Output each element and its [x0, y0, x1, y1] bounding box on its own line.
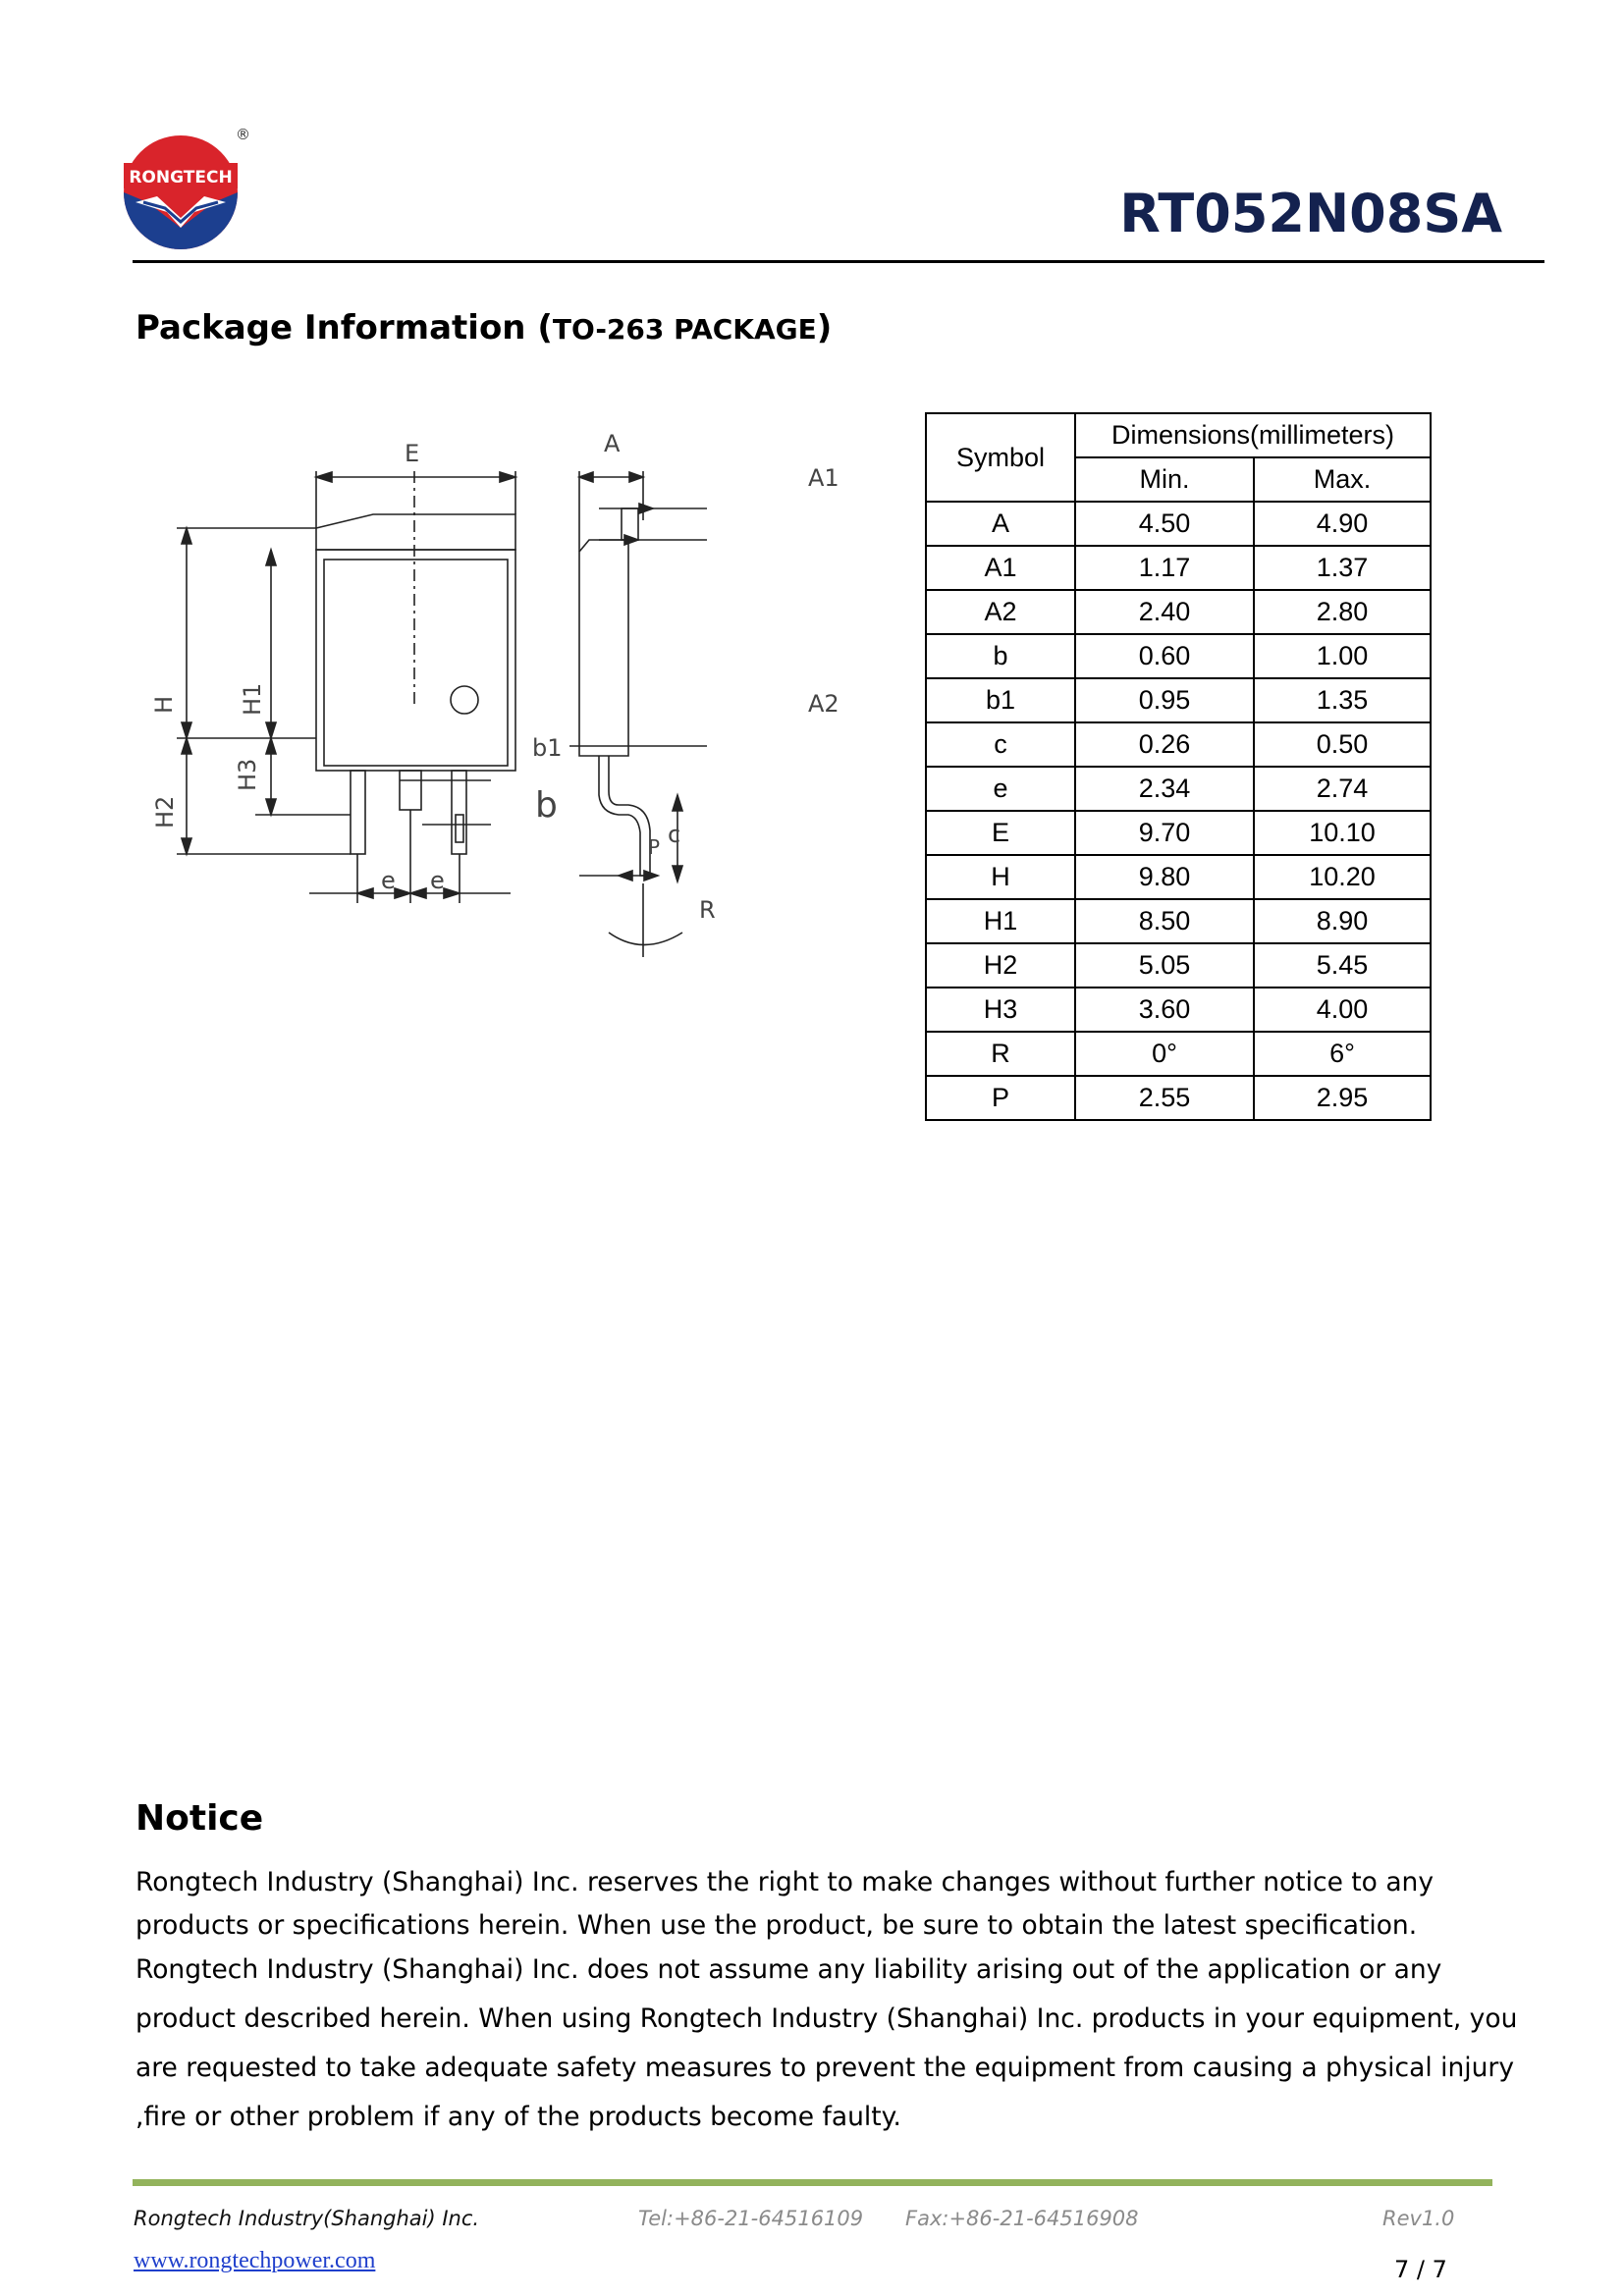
cell-symbol: H1 [926, 899, 1075, 943]
notice-body [135, 1861, 1549, 2142]
cell-min: 3.60 [1075, 988, 1254, 1032]
min-header: Min. [1075, 457, 1254, 502]
cell-min: 2.34 [1075, 767, 1254, 811]
table-row [926, 988, 1431, 1032]
cell-max: 4.90 [1254, 502, 1431, 546]
cell-symbol: E [926, 811, 1075, 855]
cell-max: 2.74 [1254, 767, 1431, 811]
footer-company: Rongtech Industry(Shanghai) Inc. [134, 2207, 480, 2230]
label-e1: e [381, 867, 396, 894]
part-number-title: RT052N08SA [1119, 183, 1502, 244]
footer-website-link[interactable]: www.rongtechpower.com [134, 2248, 376, 2273]
table-row [926, 811, 1431, 855]
cell-max: 4.00 [1254, 988, 1431, 1032]
cell-symbol: b1 [926, 678, 1075, 722]
notice-title: Notice [135, 1798, 264, 1839]
cell-max: 0.50 [1254, 722, 1431, 767]
dimensions-header: Dimensions(millimeters) [1075, 413, 1431, 457]
symbol-header: Symbol [926, 413, 1075, 502]
notice-paragraph-2: Rongtech Industry (Shanghai) Inc. does not assume any liability arising out of the application or any product described herein. When using Rongtech Industry (Shanghai) Inc. products in your equipment, you are requested to take adequate safety measures to prevent the equipment from causing a physical injury ,fire or other problem if any of the products become faulty. [135, 1954, 1518, 2132]
cell-symbol: R [926, 1032, 1075, 1076]
front-view [177, 471, 515, 903]
cell-max: 2.80 [1254, 590, 1431, 634]
cell-max: 6° [1254, 1032, 1431, 1076]
page-number: 7 / 7 [1394, 2256, 1447, 2283]
cell-min: 5.05 [1075, 943, 1254, 988]
label-H1: H1 [239, 682, 266, 716]
footer-tel: Tel:+86-21-64516109 [638, 2207, 864, 2230]
header-rule [133, 260, 1544, 263]
registered-mark: ® [236, 126, 250, 143]
cell-min: 0° [1075, 1032, 1254, 1076]
table-row [926, 546, 1431, 590]
dimensions-table [925, 412, 1432, 1121]
cell-symbol: A1 [926, 546, 1075, 590]
table-row [926, 678, 1431, 722]
rongtech-logo [122, 124, 250, 251]
cell-max: 8.90 [1254, 899, 1431, 943]
cell-min: 2.40 [1075, 590, 1254, 634]
table-row [926, 634, 1431, 678]
cell-min: 0.60 [1075, 634, 1254, 678]
cell-max: 2.95 [1254, 1076, 1431, 1120]
label-A: A [604, 430, 621, 457]
cell-min: 0.26 [1075, 722, 1254, 767]
cell-symbol: H2 [926, 943, 1075, 988]
table-row [926, 722, 1431, 767]
cell-symbol: b [926, 634, 1075, 678]
label-c: c [668, 821, 681, 848]
label-b1: b1 [532, 734, 563, 762]
cell-symbol: H3 [926, 988, 1075, 1032]
label-H: H [150, 695, 178, 714]
cell-max: 1.00 [1254, 634, 1431, 678]
cell-max: 5.45 [1254, 943, 1431, 988]
label-P: P [648, 835, 661, 859]
label-A2: A2 [808, 690, 839, 718]
cell-min: 8.50 [1075, 899, 1254, 943]
section-subtitle: TO-263 PACKAGE [552, 313, 817, 346]
cell-symbol: A2 [926, 590, 1075, 634]
cell-min: 9.70 [1075, 811, 1254, 855]
cell-max: 1.37 [1254, 546, 1431, 590]
label-A1: A1 [808, 464, 839, 492]
label-e2: e [430, 867, 445, 894]
cell-max: 1.35 [1254, 678, 1431, 722]
cell-min: 0.95 [1075, 678, 1254, 722]
cell-max: 10.10 [1254, 811, 1431, 855]
table-row [926, 899, 1431, 943]
section-title-text: Package Information ( [135, 308, 553, 347]
footer-revision: Rev1.0 [1382, 2207, 1455, 2230]
cell-symbol: c [926, 722, 1075, 767]
table-row [926, 855, 1431, 899]
label-b: b [535, 785, 558, 826]
table-row [926, 767, 1431, 811]
package-drawing [147, 422, 854, 972]
cell-min: 1.17 [1075, 546, 1254, 590]
footer-rule [133, 2179, 1492, 2186]
cell-symbol: P [926, 1076, 1075, 1120]
label-E: E [405, 440, 420, 467]
cell-min: 2.55 [1075, 1076, 1254, 1120]
label-H3: H3 [234, 758, 261, 791]
logo-text: RONGTECH [129, 168, 233, 187]
table-row [926, 1076, 1431, 1120]
side-view [569, 471, 707, 957]
cell-symbol: e [926, 767, 1075, 811]
table-row [926, 502, 1431, 546]
footer-fax: Fax:+86-21-64516908 [905, 2207, 1139, 2230]
notice-paragraph-1: Rongtech Industry (Shanghai) Inc. reserves the right to make changes without further notice to any products or specifications herein. When use the product, be sure to obtain the latest specification. [135, 1867, 1435, 1941]
section-title [135, 308, 832, 347]
section-title-close: ) [816, 308, 833, 347]
table-row [926, 590, 1431, 634]
max-header: Max. [1254, 457, 1431, 502]
table-row [926, 943, 1431, 988]
cell-min: 4.50 [1075, 502, 1254, 546]
cell-symbol: A [926, 502, 1075, 546]
label-H2: H2 [151, 795, 179, 828]
cell-max: 10.20 [1254, 855, 1431, 899]
table-row [926, 1032, 1431, 1076]
label-R: R [699, 896, 716, 924]
cell-min: 9.80 [1075, 855, 1254, 899]
cell-symbol: H [926, 855, 1075, 899]
